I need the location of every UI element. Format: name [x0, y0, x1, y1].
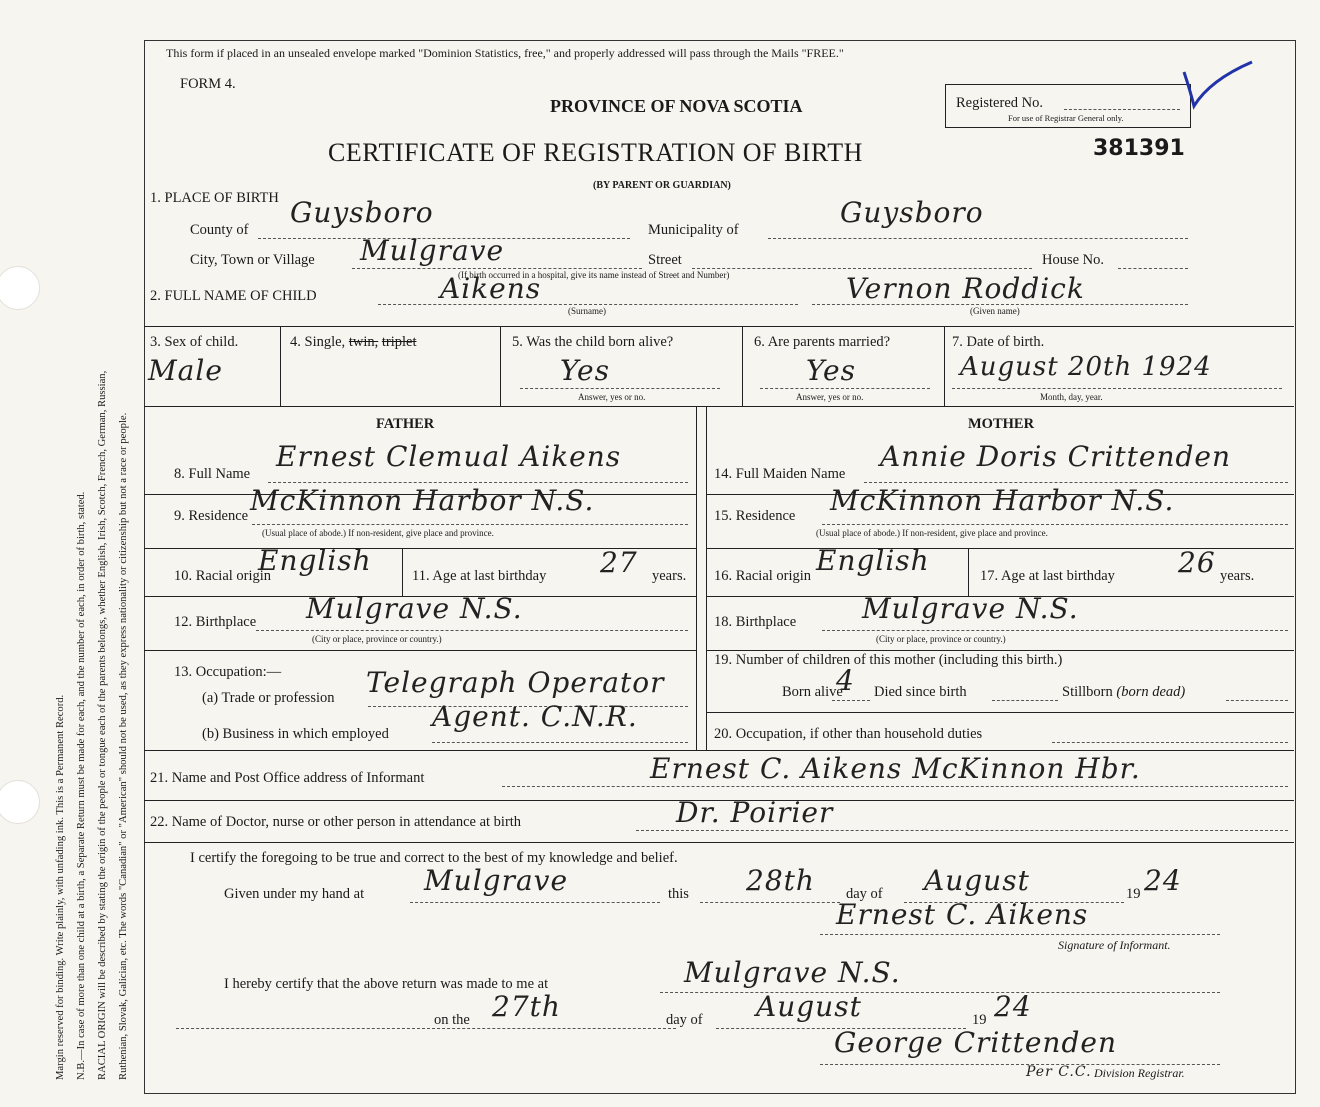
informant-signature: Ernest C. Aikens	[836, 898, 1089, 931]
registrar-year-prefix: 19	[972, 1012, 987, 1028]
sex-label: 3. Sex of child.	[150, 334, 239, 350]
parents-married-label: 6. Are parents married?	[754, 334, 891, 350]
father-birthplace-value: Mulgrave N.S.	[306, 592, 523, 625]
mother-residence-caption: (Usual place of abode.) If non-resident, give place and province.	[816, 528, 1048, 538]
died-since-birth-label: Died since birth	[874, 684, 967, 700]
date-of-birth-value: August 20th 1924	[960, 352, 1212, 382]
father-racial-label: 10. Racial origin	[174, 568, 272, 584]
mother-birthplace-value: Mulgrave N.S.	[862, 592, 1079, 625]
parents-married-value: Yes	[806, 354, 856, 387]
doctor-label: 22. Name of Doctor, nurse or other person in attendance at birth	[150, 814, 522, 830]
given-month-value: August	[924, 864, 1030, 897]
children-count-label: 19. Number of children of this mother (including this birth.)	[714, 652, 1063, 668]
registrar-caption: Division Registrar.	[1094, 1066, 1185, 1080]
born-alive-label: 5. Was the child born alive?	[512, 334, 674, 350]
mother-name-label: 14. Full Maiden Name	[714, 466, 846, 482]
hospital-note: (If birth occurred in a hospital, give its name instead of Street and Number)	[458, 270, 730, 280]
father-birthplace-caption: (City or place, province or country.)	[312, 634, 442, 644]
father-racial-value: English	[258, 544, 372, 577]
municipality-label: Municipality of	[648, 222, 739, 238]
given-year-prefix: 19	[1126, 886, 1141, 902]
form-number: FORM 4.	[180, 76, 236, 92]
given-year-value: 24	[1144, 864, 1182, 897]
father-age-value: 27	[600, 546, 638, 579]
born-alive-caption: Answer, yes or no.	[578, 392, 646, 402]
trade-value: Telegraph Operator	[366, 666, 665, 699]
informant-label: 21. Name and Post Office address of Informant	[150, 770, 425, 786]
registrar-signature: George Crittenden	[834, 1026, 1117, 1059]
mother-age-label: 17. Age at last birthday	[980, 568, 1115, 584]
mother-name-value: Annie Doris Crittenden	[880, 440, 1232, 473]
mother-racial-label: 16. Racial origin	[714, 568, 812, 584]
margin-note-racial-origin-cont: Ruthenian, Slovak, Galician, etc. The words "Canadian" or "American" should not be used, as they express nationality or citizenship but not a race or people.	[118, 412, 129, 1080]
twin-struck: twin,	[348, 334, 379, 350]
informant-signature-caption: Signature of Informant.	[1058, 938, 1171, 952]
father-residence-value: McKinnon Harbor N.S.	[250, 484, 595, 517]
trade-label: (a) Trade or profession	[202, 690, 335, 706]
place-of-birth-label: 1. PLACE OF BIRTH	[150, 190, 279, 206]
registrar-place-value: Mulgrave N.S.	[684, 956, 901, 989]
county-label: County of	[190, 222, 249, 238]
municipality-value: Guysboro	[840, 196, 984, 229]
registered-number-box	[945, 84, 1191, 128]
mother-residence-label: 15. Residence	[714, 508, 796, 524]
father-age-label: 11. Age at last birthday	[412, 568, 547, 584]
mother-birthplace-label: 18. Birthplace	[714, 614, 797, 630]
house-number-label: House No.	[1042, 252, 1105, 268]
registrar-on-the-label: on the	[434, 1012, 470, 1028]
sex-value: Male	[148, 354, 223, 387]
born-alive-count-value: 4	[836, 664, 855, 697]
triplet-struck: triplet	[381, 334, 417, 350]
registered-number-label: Registered No.	[956, 95, 1043, 111]
street-label: Street	[648, 252, 682, 268]
registrar-month-value: August	[756, 990, 862, 1023]
date-of-birth-caption: Month, day, year.	[1040, 392, 1103, 402]
given-day-value: 28th	[746, 864, 815, 897]
informant-value: Ernest C. Aikens McKinnon Hbr.	[650, 752, 1141, 785]
father-occupation-label: 13. Occupation:—	[174, 664, 282, 680]
city-label: City, Town or Village	[190, 252, 315, 268]
father-residence-caption: (Usual place of abode.) If non-resident, give place and province.	[262, 528, 494, 538]
county-value: Guysboro	[290, 196, 434, 229]
father-name-value: Ernest Clemual Aikens	[276, 440, 622, 473]
margin-note-multiple-births: N.B.—In case of more than one child at a birth, a Separate Return must be made for each, and the number of each, in order of birth, stated.	[76, 491, 87, 1080]
father-residence-label: 9. Residence	[174, 508, 249, 524]
margin-note-racial-origin: RACIAL ORIGIN will be described by stating the origin of the people or tongue each of the parents belongs, whether English, Irish, Scotch, French, German, Russian,	[97, 370, 108, 1080]
mother-age-years: years.	[1220, 568, 1255, 584]
checkmark-icon	[1180, 60, 1260, 120]
mother-heading: MOTHER	[968, 416, 1035, 432]
father-heading: FATHER	[376, 416, 435, 432]
margin-note-binding: Margin reserved for binding. Write plainly, with unfading ink. This is a Permanent Record.	[55, 694, 66, 1080]
registrar-day-of-label: day of	[666, 1012, 703, 1028]
father-age-years: years.	[652, 568, 687, 584]
stillborn-label: Stillborn (born dead)	[1062, 684, 1186, 700]
date-of-birth-label: 7. Date of birth.	[952, 334, 1045, 350]
child-name-label: 2. FULL NAME OF CHILD	[150, 288, 317, 304]
child-given-name: Vernon Roddick	[846, 272, 1085, 305]
given-name-caption: (Given name)	[970, 306, 1020, 316]
born-alive-count-label: Born alive	[782, 684, 843, 700]
postal-note: This form if placed in an unsealed envelope marked "Dominion Statistics, free," and properly addressed will pass through the Mails "FREE."	[166, 46, 844, 60]
given-place-value: Mulgrave	[424, 864, 569, 897]
given-this-label: this	[668, 886, 689, 902]
certify-statement: I certify the foregoing to be true and correct to the best of my knowledge and belief.	[190, 850, 678, 866]
father-birthplace-label: 12. Birthplace	[174, 614, 257, 630]
registrar-year-value: 24	[994, 990, 1032, 1023]
mother-residence-value: McKinnon Harbor N.S.	[830, 484, 1175, 517]
mother-age-value: 26	[1178, 546, 1216, 579]
binding-hole-top	[0, 266, 40, 310]
child-surname: Aikens	[440, 272, 542, 305]
certificate-title: CERTIFICATE OF REGISTRATION OF BIRTH	[328, 138, 863, 167]
registrar-day-value: 27th	[492, 990, 561, 1023]
parents-married-caption: Answer, yes or no.	[796, 392, 864, 402]
surname-caption: (Surname)	[568, 306, 606, 316]
binding-hole-bottom	[0, 780, 40, 824]
given-day-of-label: day of	[846, 886, 883, 902]
certificate-subtitle: (BY PARENT OR GUARDIAN)	[593, 180, 731, 191]
mother-racial-value: English	[816, 544, 930, 577]
province-heading: PROVINCE OF NOVA SCOTIA	[550, 96, 803, 116]
certificate-number: 381391	[1093, 136, 1185, 161]
given-under-hand-label: Given under my hand at	[224, 886, 365, 902]
father-name-label: 8. Full Name	[174, 466, 251, 482]
city-value: Mulgrave	[360, 234, 505, 267]
registrar-only-note: For use of Registrar General only.	[1008, 113, 1124, 123]
mother-occupation-label: 20. Occupation, if other than household duties	[714, 726, 983, 742]
born-alive-value: Yes	[560, 354, 610, 387]
doctor-value: Dr. Poirier	[676, 796, 834, 829]
registrar-initials: Per C.C.	[1026, 1064, 1092, 1080]
business-value: Agent. C.N.R.	[432, 700, 638, 733]
plurality-label: 4. Single, twin, triplet	[290, 334, 417, 350]
registrar-statement: I hereby certify that the above return was made to me at	[224, 976, 549, 992]
business-label: (b) Business in which employed	[202, 726, 389, 742]
mother-birthplace-caption: (City or place, province or country.)	[876, 634, 1006, 644]
